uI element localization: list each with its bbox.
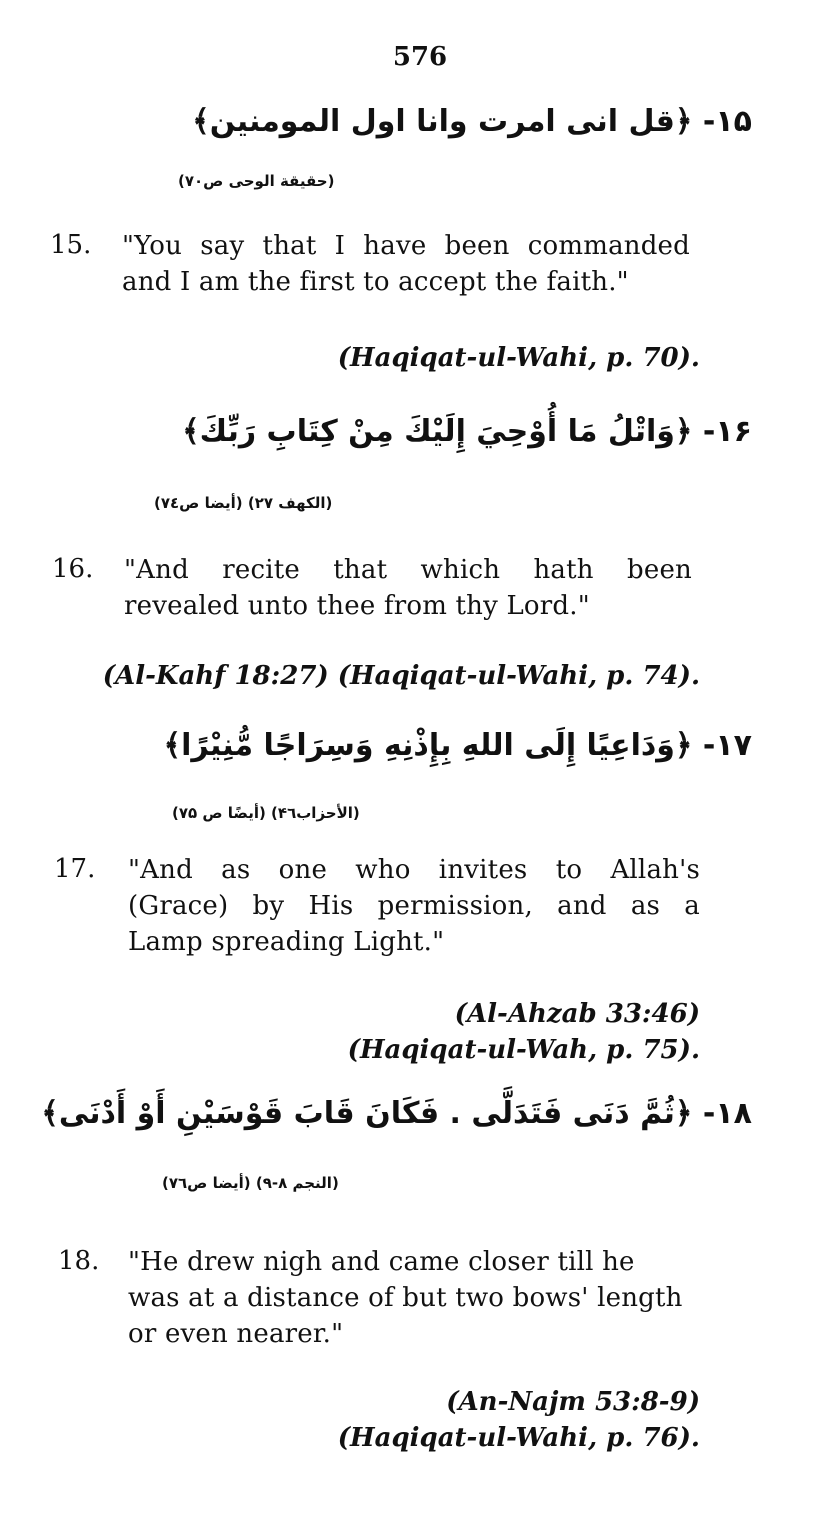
arabic-reference: (الأحزاب۴٦) (أيضًا ص ۷۵): [172, 804, 360, 822]
arabic-verse: ۱۷- ﴿وَدَاعِيًا إِلَى اللهِ بِإِذْنِهِ وَسِرَاجًا مُّنِيْرًا﴾: [163, 728, 752, 763]
reference: [103, 658, 700, 694]
arabic-reference: (الكهف ۲۷) (أيضا ص۷٤): [154, 494, 333, 512]
reference: [348, 996, 700, 1068]
translation-line: and I am the first to accept the faith.": [122, 267, 629, 297]
entry-number: 18.: [58, 1246, 100, 1276]
translation-line: "You say that I have been commanded: [122, 231, 690, 261]
english-translation: [124, 552, 692, 624]
reference-line: (An-Najm 53:8-9): [446, 1387, 700, 1417]
arabic-verse: ۱۶- ﴿وَاتْلُ مَا أُوْحِيَ إِلَيْكَ مِنْ كِتَابِ رَبِّكَ﴾: [182, 414, 752, 449]
translation-line: "And as one who invites to Allah's: [128, 855, 700, 885]
reference-line: (Haqiqat-ul-Wahi, p. 76).: [337, 1423, 700, 1453]
entry-number: 16.: [52, 554, 94, 584]
reference-line: (Haqiqat-ul-Wah, p. 75).: [347, 1035, 700, 1065]
entry-number: 15.: [50, 230, 92, 260]
reference-line: (Al-Ahzab 33:46): [454, 999, 700, 1029]
reference: [338, 340, 700, 376]
translation-line: or even nearer.": [128, 1319, 344, 1349]
reference-line: (Al-Kahf 18:27) (Haqiqat-ul-Wahi, p. 74).: [102, 661, 700, 691]
translation-line: (Grace) by His permission, and as a: [128, 891, 700, 921]
arabic-reference: (النجم ۸-۹) (أيضا ص۷٦): [162, 1174, 339, 1192]
entry-number: 17.: [54, 854, 96, 884]
arabic-reference: (حقیقة الوحی ص۷۰): [178, 172, 335, 190]
reference: [338, 1384, 700, 1456]
page-number: 576: [392, 42, 448, 72]
arabic-verse: ۱۵- ﴿قل انی امرت وانا اول المومنین﴾: [192, 104, 752, 139]
translation-line: was at a distance of but two bows' length: [128, 1283, 683, 1313]
arabic-verse: ۱۸- ﴿ثُمَّ دَنَى فَتَدَلَّى . فَكَانَ قَابَ قَوْسَيْنِ أَوْ أَدْنَى﴾: [41, 1096, 752, 1131]
translation-line: Lamp spreading Light.": [128, 927, 445, 957]
translation-line: revealed unto thee from thy Lord.": [124, 591, 590, 621]
english-translation: [128, 1244, 700, 1352]
translation-line: "He drew nigh and came closer till he: [128, 1247, 635, 1277]
english-translation: [128, 852, 700, 960]
english-translation: [122, 228, 690, 300]
translation-line: "And recite that which hath been: [124, 555, 692, 585]
reference-line: (Haqiqat-ul-Wahi, p. 70).: [337, 343, 700, 373]
